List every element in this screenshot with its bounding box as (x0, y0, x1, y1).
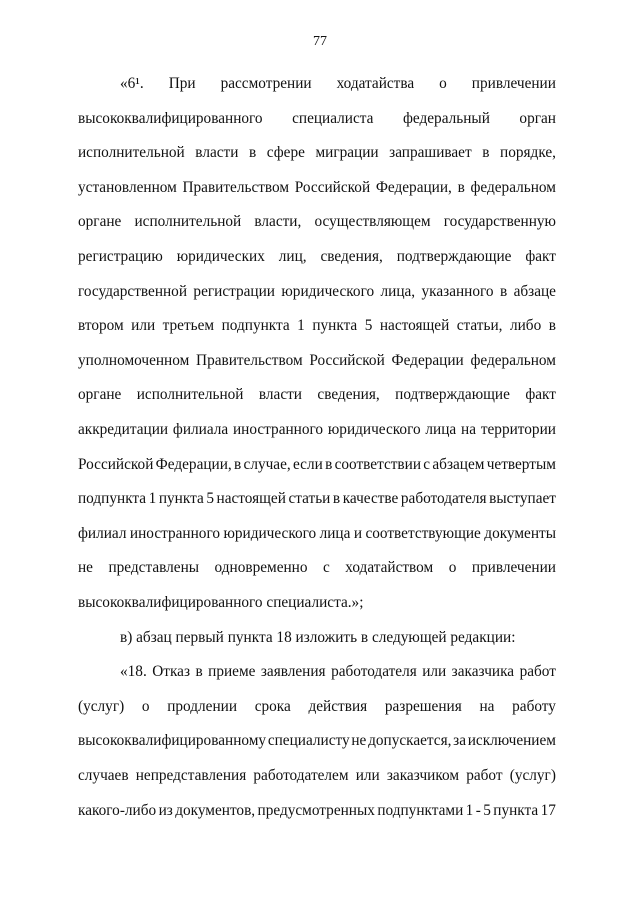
text-line: органе исполнительной власти сведения, подтверждающие факт (78, 386, 556, 404)
text-line: (услуг) о продлении срока действия разрешения на работу (78, 697, 556, 715)
text-line: случаев непредставления работодателем или заказчиком работ (услуг) (78, 767, 556, 784)
text-line: какого-либо из документов, предусмотренных подпунктами 1 - 5 пункта 17 (78, 801, 556, 819)
text-line: в) абзац первый пункта 18 изложить в следующей редакции: (120, 628, 516, 646)
text-line: регистрацию юридических лиц, сведения, подтверждающие факт (78, 248, 556, 265)
text-line: установленном Правительством Российской Федерации, в федеральном (78, 178, 556, 196)
page-number: 77 (313, 34, 327, 49)
text-line: исполнительной власти в сфере миграции запрашивает в порядке, (78, 144, 556, 162)
text-line: «18. Отказ в приеме заявления работодателя или заказчика работ (120, 663, 556, 681)
text-line: высококвалифицированного специалиста федеральный орган (78, 109, 556, 127)
text-line: высококвалифицированного специалиста.»; (78, 594, 364, 611)
text-line: государственной регистрации юридического лица, указанного в абзаце (78, 282, 556, 300)
text-line: Российской Федерации, в случае, если в соответствии с абзацем четвертым (78, 455, 556, 473)
text-line: подпункта 1 пункта 5 настоящей статьи в качестве работодателя выступает (78, 490, 556, 508)
text-line: органе исполнительной власти, осуществляющем государственную (78, 213, 556, 231)
text-line: уполномоченном Правительством Российской Федерации федеральном (78, 351, 556, 369)
text-line: высококвалифицированному специалисту не допускается, за исключением (78, 732, 556, 750)
text-line: аккредитации филиала иностранного юридического лица на территории (78, 421, 556, 438)
text-line: втором или третьем подпункта 1 пункта 5 настоящей статьи, либо в (78, 317, 556, 335)
text-line: филиал иностранного юридического лица и соответствующие документы (78, 524, 556, 542)
text-line: «6¹. При рассмотрении ходатайства о привлечении (120, 75, 556, 92)
text-line: не представлены одновременно с ходатайством о привлечении (78, 559, 556, 577)
